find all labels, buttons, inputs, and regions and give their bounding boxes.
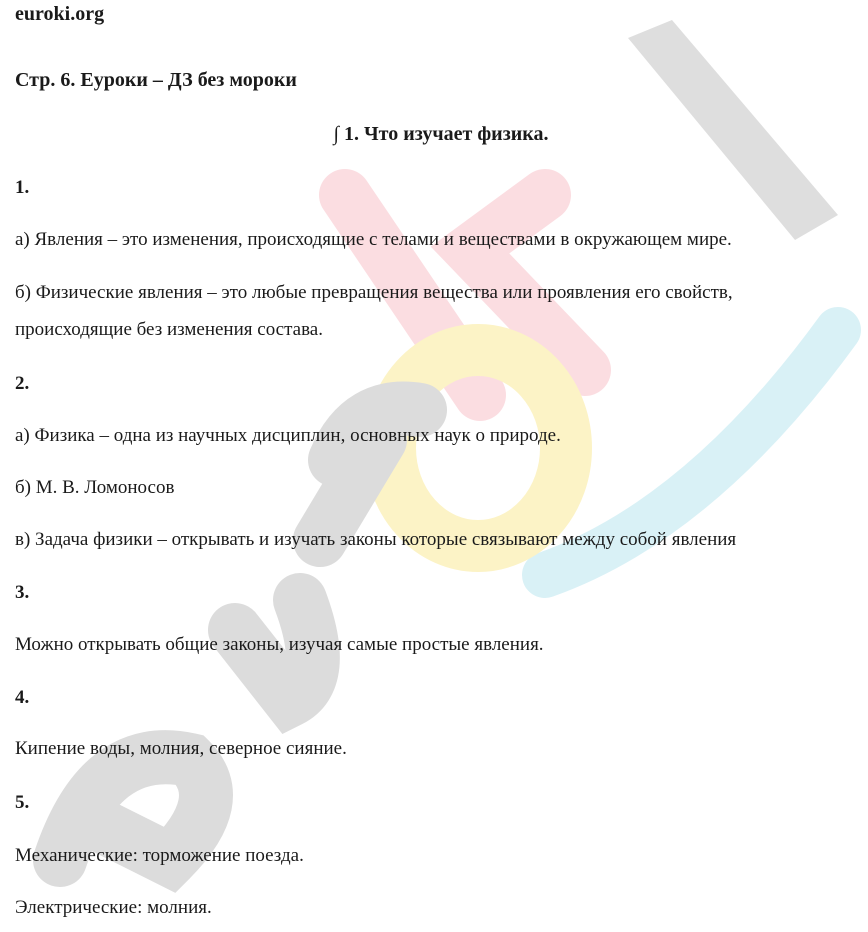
page-header: Стр. 6. Еуроки – ДЗ без мороки xyxy=(15,69,297,91)
question-5-number: 5. xyxy=(15,792,30,813)
question-3-answer: Можно открывать общие законы, изучая самые простые явления. xyxy=(15,634,544,655)
question-4-number: 4. xyxy=(15,687,30,708)
question-1-answer-b-line2: происходящие без изменения состава. xyxy=(15,319,323,340)
section-title: ∫ 1. Что изучает физика. xyxy=(333,123,549,145)
question-2-number: 2. xyxy=(15,373,30,394)
question-3-number: 3. xyxy=(15,582,30,603)
question-2-answer-b: б) М. В. Ломоносов xyxy=(15,477,175,498)
question-4-answer: Кипение воды, молния, северное сияние. xyxy=(15,738,347,759)
site-name: euroki.org xyxy=(15,3,105,25)
question-5-electrical: Электрические: молния. xyxy=(15,897,212,918)
question-5-mechanical: Механические: торможение поезда. xyxy=(15,845,304,866)
question-1-answer-b-line1: б) Физические явления – это любые превращения вещества или проявления его свойств, xyxy=(15,282,733,303)
question-2-answer-c: в) Задача физики – открывать и изучать законы которые связывают между собой явления xyxy=(15,529,737,550)
question-2-answer-a: а) Физика – одна из научных дисциплин, основных наук о природе. xyxy=(15,425,561,446)
question-1-answer-a: а) Явления – это изменения, происходящие с телами и веществами в окружающем мире. xyxy=(15,229,732,250)
question-1-number: 1. xyxy=(15,177,30,198)
